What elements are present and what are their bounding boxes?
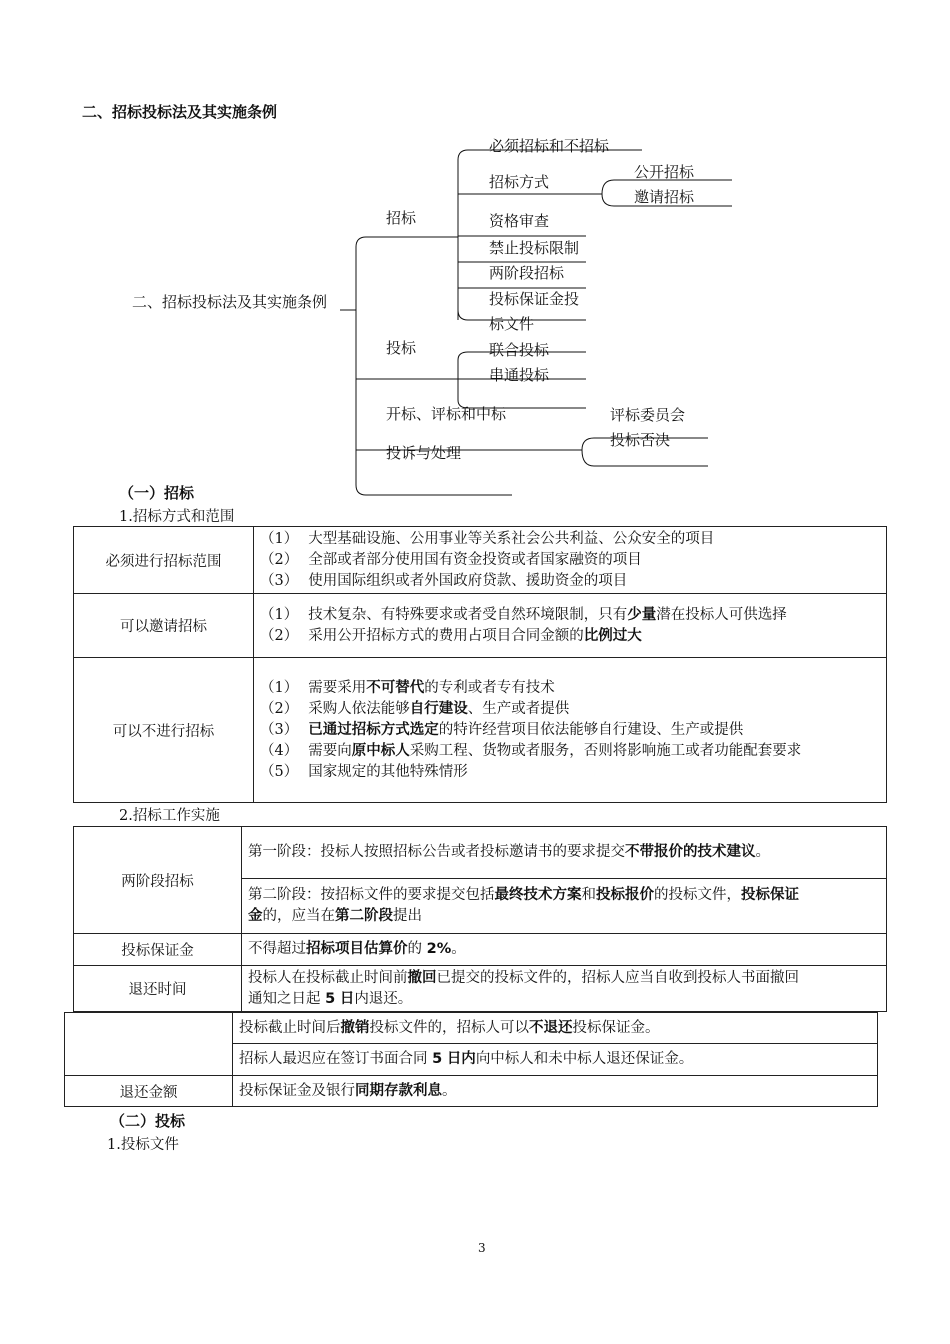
- section-title: 二、招标投标法及其实施条例: [82, 103, 278, 121]
- mindmap-zb-item: 必须招标和不招标: [489, 137, 610, 155]
- row-label: 投标保证金: [74, 934, 242, 966]
- text: 大型基础设施、公用事业等关系社会公共利益、公众安全的项目: [308, 530, 715, 547]
- text: 。: [755, 844, 770, 860]
- text: 投标截止时间后: [239, 1019, 341, 1036]
- list-item: [260, 529, 880, 550]
- text: 需要采用: [308, 679, 367, 696]
- text: 投标保证金及银行: [239, 1082, 355, 1099]
- text: 的: [407, 941, 427, 957]
- mindmap-branch-kaibiao: 开标、评标和中标: [386, 405, 507, 423]
- deposit-cell: [242, 934, 887, 966]
- bold-text: 最终技术方案: [494, 887, 582, 903]
- row-label: 退还时间: [74, 966, 242, 1012]
- table-row: [65, 1076, 878, 1107]
- item-number: （1）: [260, 606, 299, 623]
- bold-text: 不带报价的技术建议: [625, 844, 756, 860]
- bold-text: 撤回: [407, 969, 437, 986]
- bold-text: 5: [325, 990, 336, 1007]
- item-number: （3）: [260, 721, 299, 738]
- mindmap-branch-tousu: 投诉与处理: [386, 444, 462, 462]
- text: 。: [451, 941, 466, 957]
- mindmap-method-invite: 邀请招标: [634, 188, 695, 206]
- text: 需要向: [308, 742, 352, 759]
- text: 的特许经营项目依法能够自行建设、生产或提供: [438, 721, 744, 738]
- text: 、生产或者提供: [467, 700, 570, 717]
- text: 向中标人和未中标人退还保证金。: [475, 1051, 694, 1067]
- row-label: 必须进行招标范围: [74, 527, 254, 594]
- row-label: 两阶段招标: [74, 827, 242, 934]
- bold-text: 不可替代: [366, 679, 425, 696]
- row-content: [254, 527, 887, 594]
- text: 技术复杂、有特殊要求或者受自然环境限制，只有: [308, 606, 628, 623]
- item-number: （4）: [260, 742, 299, 759]
- text: 投标人在投标截止时间前: [248, 969, 408, 986]
- mindmap-root: 二、招标投标法及其实施条例: [132, 293, 328, 311]
- refund3-cell: [233, 1044, 878, 1076]
- bold-text: 投标报价: [596, 887, 654, 903]
- list-item: [260, 550, 880, 571]
- amount-cell: [233, 1076, 878, 1107]
- list-item: [260, 720, 880, 741]
- item-heading: 1.投标文件: [107, 1137, 179, 1153]
- bold-text: 招标项目估算价: [306, 941, 408, 957]
- row-content: [254, 658, 887, 803]
- text: 提出: [393, 908, 422, 924]
- bold-text: 原中标人: [351, 742, 410, 759]
- text: 第一阶段：投标人按照招标公告或者投标邀请书的要求提交: [248, 844, 625, 860]
- mindmap-tb-item: 联合投标: [489, 341, 550, 359]
- mindmap-kb-item: 评标委员会: [610, 406, 686, 424]
- mindmap-zb-item: 资格审查: [489, 212, 550, 230]
- text: 的，应当在: [262, 908, 335, 924]
- text: 采购人依法能够: [308, 700, 410, 717]
- row-label: 退还金额: [65, 1076, 233, 1107]
- table-row: [74, 827, 887, 879]
- row-label-empty: [65, 1013, 233, 1076]
- item-number: （2）: [260, 700, 299, 717]
- text: 国家规定的其他特殊情形: [308, 763, 468, 780]
- table-row: [74, 658, 887, 803]
- list-item: [260, 605, 880, 626]
- text: 使用国际组织或者外国政府贷款、援助资金的项目: [308, 572, 628, 589]
- bold-text: 第二阶段: [335, 908, 393, 924]
- mindmap-zb-item: 投标保证金投: [489, 290, 580, 308]
- text: 投标文件的，招标人可以: [369, 1019, 529, 1036]
- list-item: [260, 741, 880, 762]
- table-row: [74, 934, 887, 966]
- item-number: （3）: [260, 572, 299, 589]
- mindmap-branch-zhaobiao: 招标: [386, 209, 417, 227]
- list-item: [260, 678, 880, 699]
- text: 不得超过: [248, 941, 306, 957]
- mindmap-zb-item: 两阶段招标: [489, 264, 565, 282]
- bold-text: 撤销: [340, 1019, 370, 1036]
- text: 和: [581, 887, 596, 903]
- item-number: （2）: [260, 627, 299, 644]
- phase2-cell: [242, 879, 887, 934]
- bold-text: 少量: [627, 606, 657, 623]
- text: 内退还。: [354, 990, 413, 1007]
- bold-text: 同期存款利息: [355, 1082, 442, 1099]
- table-row: [74, 594, 887, 658]
- bold-text: 日内: [446, 1051, 476, 1067]
- refund2-cell: [233, 1013, 878, 1044]
- item-number: （1）: [260, 530, 299, 547]
- text: 采购工程、货物或者服务，否则将影响施工或者功能配套要求: [409, 742, 802, 759]
- bold-text: 已通过招标方式选定: [308, 721, 439, 738]
- text: 招标人最迟应在签订书面合同: [239, 1051, 433, 1067]
- bold-text: 金: [248, 908, 263, 924]
- list-item: [260, 762, 880, 783]
- mindmap-tb-item: 串通投标: [489, 366, 550, 384]
- mindmap-zb-item: 禁止投标限制: [489, 239, 580, 257]
- mindmap-branch-toubiao: 投标: [386, 339, 417, 357]
- mindmap-kb-item: 投标否决: [610, 431, 671, 449]
- list-item: [260, 699, 880, 720]
- text: 投标保证金。: [572, 1019, 660, 1036]
- refund1-cell: [242, 966, 887, 1012]
- bold-text: 不退还: [529, 1019, 573, 1036]
- text: 已提交的投标文件的，招标人应当自收到投标人书面撤回: [436, 969, 799, 986]
- list-item: [260, 626, 880, 647]
- text: 的专利或者专有技术: [424, 679, 555, 696]
- text: 第二阶段：按招标文件的要求提交包括: [248, 887, 495, 903]
- mindmap-lines: [0, 0, 950, 520]
- bold-text: 自行建设: [409, 700, 468, 717]
- text: 通知之日起: [248, 990, 326, 1007]
- item-number: （2）: [260, 551, 299, 568]
- item-heading: 1.招标方式和范围: [119, 509, 235, 525]
- bold-text: 投标保证: [741, 887, 799, 903]
- table-row: [74, 527, 887, 594]
- page-number: 3: [478, 1241, 486, 1255]
- subsection-heading-toubiao: （二）投标: [110, 1112, 186, 1130]
- bold-text: 2%: [426, 941, 452, 957]
- text: 。: [442, 1082, 457, 1099]
- mindmap-zb-item: 招标方式: [489, 173, 550, 191]
- phase1-cell: [242, 827, 887, 879]
- text: 全部或者部分使用国有资金投资或者国家融资的项目: [308, 551, 642, 568]
- table-implementation-cont: [64, 1012, 878, 1107]
- item-number: （1）: [260, 679, 299, 696]
- list-item: [260, 571, 880, 592]
- subsection-heading-zhaobiao: （一）招标: [119, 484, 195, 502]
- table-row: [74, 966, 887, 1012]
- text: 潜在投标人可供选择: [656, 606, 787, 623]
- bold-text: 日: [339, 990, 355, 1007]
- text: 的投标文件，: [654, 887, 741, 903]
- row-label: 可以不进行招标: [74, 658, 254, 803]
- table-row: [65, 1013, 878, 1044]
- row-label: 可以邀请招标: [74, 594, 254, 658]
- item-heading: 2.招标工作实施: [119, 808, 220, 824]
- bold-text: 5: [432, 1051, 443, 1067]
- bold-text: 比例过大: [583, 627, 642, 644]
- row-content: [254, 594, 887, 658]
- item-number: （5）: [260, 763, 299, 780]
- mindmap-zb-item: 标文件: [489, 315, 535, 333]
- table-zhaobiao-scope: [73, 526, 887, 803]
- mindmap-method-open: 公开招标: [634, 163, 695, 181]
- text: 采用公开招标方式的费用占项目合同金额的: [308, 627, 584, 644]
- table-implementation: [73, 826, 887, 1012]
